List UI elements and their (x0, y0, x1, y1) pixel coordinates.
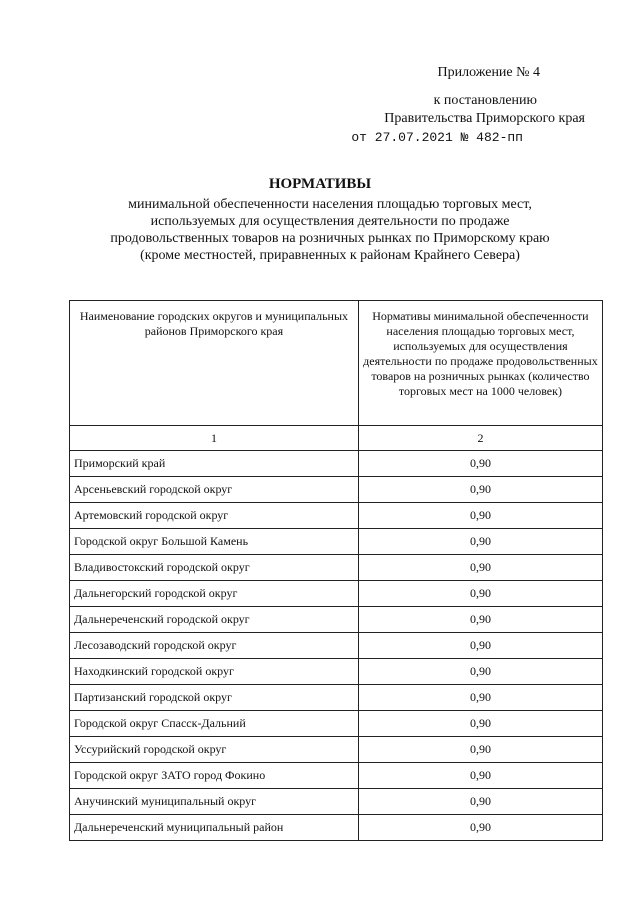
table-row (70, 477, 603, 503)
subtitle-line: используемых для осуществления деятельности по продаже (150, 214, 510, 229)
norm-value-cell: 0,90 (358, 633, 602, 659)
table-row (70, 529, 603, 555)
district-name-cell: Артемовский городской округ (70, 503, 359, 529)
district-name-cell: Владивостокский городской округ (70, 555, 359, 581)
appendix-number: Приложение № 4 (437, 65, 540, 80)
column-number-2: 2 (358, 426, 602, 451)
table-row (70, 659, 603, 685)
table-row (70, 503, 603, 529)
district-name-cell: Дальнереченский муниципальный район (70, 815, 359, 841)
table-row (70, 763, 603, 789)
norm-value-cell: 0,90 (358, 659, 602, 685)
district-name-cell: Арсеньевский городской округ (70, 477, 359, 503)
table-row (70, 815, 603, 841)
norm-value-cell: 0,90 (358, 763, 602, 789)
table-row (70, 555, 603, 581)
district-name-cell: Уссурийский городской округ (70, 737, 359, 763)
district-name-cell: Дальнегорский городской округ (70, 581, 359, 607)
norm-value-cell: 0,90 (358, 451, 602, 477)
norm-value-cell: 0,90 (358, 789, 602, 815)
norm-value-cell: 0,90 (358, 581, 602, 607)
column-number-1: 1 (70, 426, 359, 451)
norm-value-cell: 0,90 (358, 711, 602, 737)
district-name-cell: Находкинский городской округ (70, 659, 359, 685)
appendix-line-date-number: от 27.07.2021 № 482-пп (351, 130, 523, 145)
district-name-cell: Приморский край (70, 451, 359, 477)
table-row (70, 685, 603, 711)
subtitle-line: (кроме местностей, приравненных к районам Крайнего Севера) (140, 248, 520, 263)
district-name-cell: Партизанский городской округ (70, 685, 359, 711)
table-row (70, 711, 603, 737)
district-name-cell: Городской округ Большой Камень (70, 529, 359, 555)
norm-value-cell: 0,90 (358, 737, 602, 763)
norm-value-cell: 0,90 (358, 607, 602, 633)
norm-value-cell: 0,90 (358, 503, 602, 529)
table-row (70, 633, 603, 659)
table-row (70, 451, 603, 477)
appendix-line-government: Правительства Приморского края (384, 111, 585, 126)
column-number-row (70, 426, 603, 451)
table-row (70, 737, 603, 763)
table-row (70, 789, 603, 815)
document-title: НОРМАТИВЫ (268, 176, 372, 192)
norm-value-cell: 0,90 (358, 685, 602, 711)
district-name-cell: Городской округ Спасск-Дальний (70, 711, 359, 737)
norm-value-cell: 0,90 (358, 555, 602, 581)
norms-table (69, 300, 603, 841)
table-row (70, 607, 603, 633)
table-header-row (70, 301, 603, 426)
appendix-line-resolution: к постановлению (433, 93, 537, 108)
district-name-cell: Анучинский муниципальный округ (70, 789, 359, 815)
document-subtitle (60, 196, 600, 264)
subtitle-line: продовольственных товаров на розничных рынках по Приморскому краю (110, 231, 550, 246)
district-name-cell: Дальнереченский городской округ (70, 607, 359, 633)
norm-value-cell: 0,90 (358, 815, 602, 841)
table-row (70, 581, 603, 607)
column-header-names: Наименование городских округов и муниципальных районов Приморского края (70, 301, 359, 426)
norm-value-cell: 0,90 (358, 477, 602, 503)
subtitle-line: минимальной обеспеченности населения площадью торговых мест, (128, 197, 532, 212)
district-name-cell: Городской округ ЗАТО город Фокино (70, 763, 359, 789)
district-name-cell: Лесозаводский городской округ (70, 633, 359, 659)
column-header-norms: Нормативы минимальной обеспеченности населения площадью торговых мест, используемых для осуществления деятельности по продаже продовольственных товаров на розничных рынках (количество торговых мест на 1000 человек) (358, 301, 602, 426)
norm-value-cell: 0,90 (358, 529, 602, 555)
